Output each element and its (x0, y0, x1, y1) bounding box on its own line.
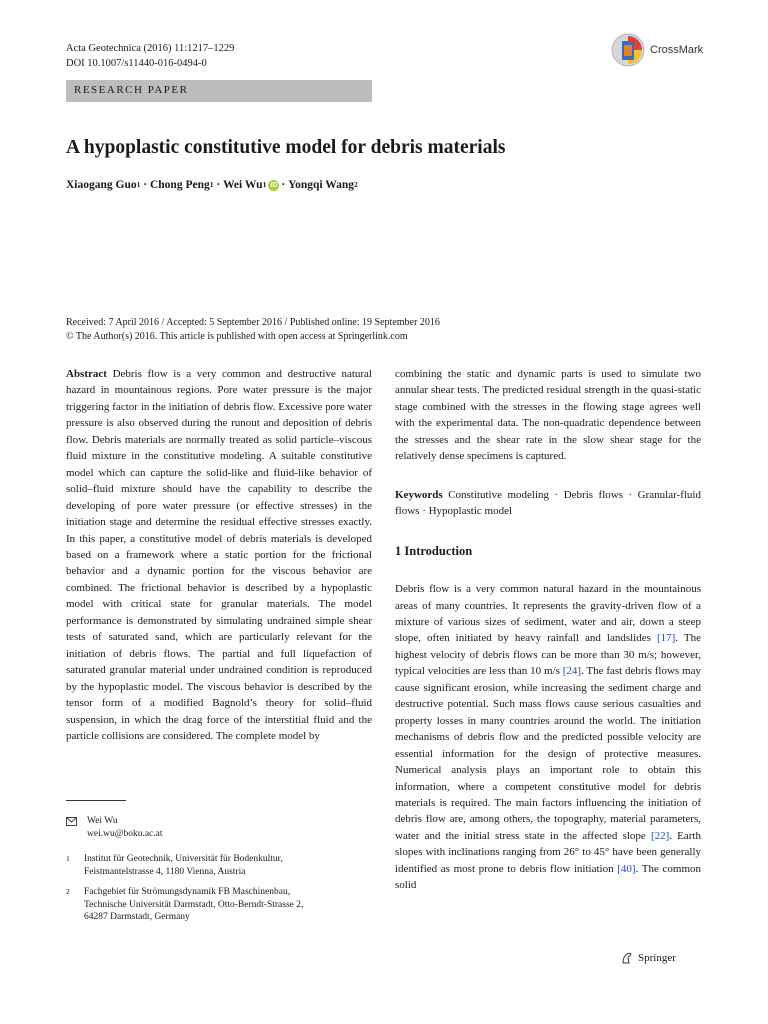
author-name[interactable]: Yongqi Wang (288, 179, 355, 191)
journal-info (66, 41, 234, 71)
affiliation-line: 64287 Darmstadt, Germany (84, 912, 190, 922)
crossmark-icon (610, 32, 646, 68)
author-separator: · (281, 179, 286, 191)
keywords (395, 487, 701, 520)
introduction-paragraph: Debris flow is a very common natural hazard in the mountainous areas of many countries. It represents the gravity-driven flow of a mixture of various sizes of sediment, water and air, down a steep slope, often initiated by heavy rainfall and landslides [17]. The highest velocity of debris flows can be more than 30 m/s; however, typical velocities are less than 10 m/s [24]. The fast debris flows may cause significant erosion, while increasing the sediment charge and destructive potential. Such mass flows cause serious casualties and property losses in many countries around the world. The initiation mechanisms of debris flow and the predicted possible velocity are essential information for the design of protective measures. Numerical analysis plays an important role to obtain this information, where a competent constitutive model for debris materials is required. The main factors influencing the initiation of debris flow are, among others, the topography, material parameters, water and the initial stress state in the affected slope [22]. Earth slopes with inclinations ranging from 26° to 45° have been generally identified as most prone to debris flow initiation [40]. The common solid (395, 583, 701, 892)
section-heading-introduction: 1 Introduction (395, 543, 473, 558)
crossmark-label: CrossMark (650, 44, 704, 56)
left-column (66, 366, 372, 744)
abstract-continued: combining the static and dynamic parts is used to simulate two annular shear tests. The predicted residual strength in the quasi-static stage combined with the stresses in the flowing stage agrees well with the experimental data. The non-quadratic dependence between the stresses and the shear rate in the slow shear stage for the relatively dense specimens is captured. (395, 368, 701, 463)
journal-citation: Acta Geotechnica (2016) 11:1217–1229 (66, 43, 235, 54)
orcid-icon[interactable]: iD (270, 181, 278, 189)
corresponding-author-name: Wei Wu (87, 816, 118, 826)
citation-link[interactable]: [17] (656, 632, 676, 645)
affiliation-line: Institut für Geotechnik, Universität für Bodenkultur, (84, 854, 283, 864)
citation-link[interactable]: [40] (617, 862, 636, 875)
right-column (395, 366, 701, 894)
author-name[interactable]: Xiaogang Guo (66, 179, 137, 191)
dates-line: Received: 7 April 2016 / Accepted: 5 September 2016 / Published online: 19 September 2016 (66, 317, 440, 328)
publisher-name: Springer (638, 952, 676, 964)
affiliation (66, 886, 303, 924)
publication-dates (66, 316, 440, 343)
affiliation-line: Fachgebiet für Strömungsdynamik FB Maschinenbau, (84, 887, 291, 897)
keywords-label: Keywords (395, 488, 443, 501)
footnote-divider (66, 800, 126, 801)
affiliation-line: Feistmantelstrasse 4, 1180 Vienna, Austria (84, 866, 246, 877)
citation-link[interactable]: [24] (562, 665, 582, 678)
affiliation-number: 2 (66, 887, 70, 896)
corresponding-author-email[interactable]: wei.wu@boku.ac.at (87, 828, 163, 839)
publisher-logo (620, 951, 676, 965)
paper-title: A hypoplastic constitutive model for debris materials (66, 137, 506, 158)
doi[interactable]: DOI 10.1007/s11440-016-0494-0 (66, 58, 207, 69)
author-name[interactable]: Wei Wu (223, 179, 263, 191)
abstract (66, 366, 372, 744)
abstract-text: Debris flow is a very common and destructive natural hazard in mountainous regions. Pore water pressure is the major triggering factor in the initiation of debris flow. Excessive pore water pressure is also observed during the runout and deposition of debris flow. Debris materials are normally treated as solid particle–viscous fluid mixture in the constitutive modeling. A suitable constitutive model which can capture the solid-like and fluid-like behavior of solid–fluid mixture should have the capability to describe the developing of pore water pressure (or effective stresses) in the initiation stage and determine the residual effective stresses exactly. In this paper, a constitutive model of debris materials is developed based on a framework where a static portion for the frictional behavior and a dynamic portion for the viscous behavior are combined. The frictional behavior is described by a hypoplastic model with critical state for granular materials. The model performance is demonstrated by simulating undrained simple shear tests of saturated sand, which are particularly relevant for the initiation of debris flows. The partial and full liquefaction of saturated granular material under undrained condition is reproduced by the hypoplastic model. The viscous behavior is described by the tensor form of a modified Bagnold’s theory for solid–fluid suspension, in which the drag force of the interstitial fluid and the particle collisions are considered. The complete model by (66, 368, 372, 742)
article-category-banner: RESEARCH PAPER (66, 80, 372, 102)
citation-link[interactable]: [22] (650, 829, 670, 842)
keywords-text: Constitutive modeling · Debris flows · Granular-fluid flows · Hypoplastic model (395, 488, 701, 518)
author-separator: · (216, 179, 221, 191)
corresponding-author (66, 815, 163, 840)
author-name[interactable]: Chong Peng (149, 179, 210, 191)
springer-horse-icon (620, 951, 634, 965)
affiliation-line: Technische Universität Darmstadt, Otto-Berndt-Strasse 2, (84, 899, 304, 910)
abstract-label: Abstract (66, 368, 107, 380)
affiliation-number: 1 (66, 854, 70, 863)
author-separator: · (143, 179, 148, 191)
envelope-icon (66, 817, 77, 826)
author-list: Xiaogang Guo 1 · Chong Peng 1 · Wei Wu 1 iD · Yongqi Wang 2 (66, 179, 358, 191)
affiliation (66, 853, 283, 878)
copyright-line: © The Author(s) 2016. This article is published with open access at Springerlink.com (66, 330, 408, 342)
crossmark-badge[interactable] (610, 30, 710, 70)
